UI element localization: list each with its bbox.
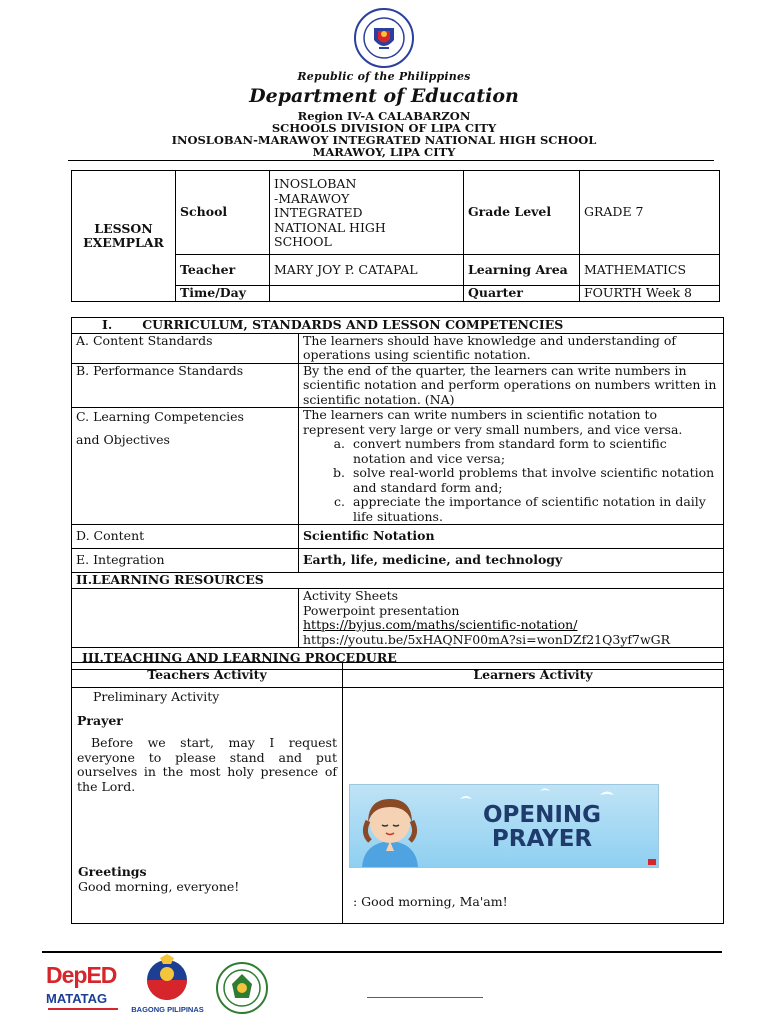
learners-activity-header: Learners Activity: [343, 663, 724, 688]
content-standards-label: A. Content Standards: [72, 333, 299, 363]
teacher-value: MARY JOY P. CATAPAL: [270, 255, 464, 286]
school-label: School: [176, 171, 270, 255]
school-value: INOSLOBAN -MARAWOY INTEGRATED NATIONAL HIGH SCHOOL: [270, 171, 464, 255]
quarter-value: FOURTH Week 8: [580, 286, 720, 302]
competencies-label: C. Learning Competencies and Objectives: [72, 408, 299, 525]
curriculum-section-title: I. CURRICULUM, STANDARDS AND LESSON COMPETENCIES: [72, 318, 724, 334]
objectives-list: [303, 437, 719, 524]
deped-seal-icon: [354, 8, 414, 68]
opening-prayer-image: [349, 784, 659, 868]
content-value: Scientific Notation: [299, 525, 724, 549]
curriculum-table: [71, 317, 724, 670]
resource-link-youtube[interactable]: https://youtu.be/5xHAQNF00mA?si=wonDZf21Q3yf7wGR: [303, 631, 671, 647]
greetings-text: Good morning, everyone!: [78, 879, 240, 894]
integration-label: E. Integration: [72, 549, 299, 573]
school-seal-icon: [216, 962, 268, 1014]
region-line: Region IV-A CALABARZON: [297, 109, 471, 123]
lesson-exemplar-label: LESSON EXEMPLAR: [72, 171, 176, 302]
address-line: MARAWOY, LIPA CITY: [312, 145, 456, 159]
division-line: SCHOOLS DIVISION OF LIPA CITY: [271, 121, 497, 135]
area-label: Learning Area: [464, 255, 580, 286]
resource-item: Activity Sheets: [303, 588, 399, 603]
teacher-label: Teacher: [176, 255, 270, 286]
performance-standards-value: By the end of the quarter, the learners can write numbers in scientific notation and perform operations on numbers written in scientific notation. (NA): [299, 363, 724, 408]
area-value: MATHEMATICS: [580, 255, 720, 286]
banner-title: OPENING PRAYER: [482, 802, 602, 852]
grade-label: Grade Level: [464, 171, 580, 255]
competencies-value: The learners can write numbers in scientific notation to represent very large or very small numbers, and vice versa. a. convert numbers from standard form to scientific notation and vice versa; b. solve real-world problems that involve scientific notation and standard form and; c. appreciate the importance of scientific notation in daily life situations.: [299, 408, 724, 525]
content-label: D. Content: [72, 525, 299, 549]
school-line: INOSLOBAN-MARAWOY INTEGRATED NATIONAL HIGH SCHOOL: [171, 133, 597, 147]
grade-value: GRADE 7: [580, 171, 720, 255]
integration-value: Earth, life, medicine, and technology: [299, 549, 724, 573]
procedure-title: III.TEACHING AND LEARNING PROCEDURE: [72, 648, 724, 670]
footer-divider: [42, 951, 722, 953]
teachers-activity-header: Teachers Activity: [72, 663, 343, 688]
bagong-pilipinas-icon: [130, 954, 205, 1004]
greetings-heading: Greetings: [78, 864, 147, 879]
objective-item: b. solve real-world problems that involve scientific notation and standard form and;: [349, 466, 719, 495]
objective-item: a. convert numbers from standard form to scientific notation and vice versa;: [349, 437, 719, 466]
resources-label-cell: [72, 589, 299, 648]
objective-item: c. appreciate the importance of scientific notation in daily life situations.: [349, 495, 719, 524]
republic-heading: Republic of the Philippines: [297, 70, 471, 83]
deped-matatag-logo: DepED MATATAG: [44, 958, 120, 1014]
resources-list: [299, 589, 724, 648]
time-value: [270, 286, 464, 302]
bagong-pilipinas-logo: BAGONG PILIPINAS: [130, 954, 205, 1016]
time-label: Time/Day: [176, 286, 270, 302]
header-divider: [68, 160, 714, 161]
teachers-activity-cell: [72, 688, 343, 924]
quarter-label: Quarter: [464, 286, 580, 302]
department-heading: Department of Education: [249, 85, 519, 107]
resources-title: II.LEARNING RESOURCES: [72, 573, 724, 589]
learner-response: : Good morning, Ma'am!: [353, 894, 508, 909]
lesson-info-table: [71, 170, 720, 302]
preliminary-activity: Preliminary Activity: [93, 689, 220, 704]
performance-standards-label: B. Performance Standards: [72, 363, 299, 408]
footer-link-line: [367, 997, 483, 998]
resource-item: Powerpoint presentation: [303, 602, 460, 618]
resource-link-byjus[interactable]: https://byjus.com/maths/scientific-notation/: [303, 617, 578, 632]
prayer-heading: Prayer: [77, 712, 123, 728]
prayer-text: Before we start, may I request everyone to please stand and put ourselves in the most holy presence of the Lord.: [77, 735, 337, 794]
content-standards-value: The learners should have knowledge and understanding of operations using scientific notation.: [299, 333, 724, 363]
